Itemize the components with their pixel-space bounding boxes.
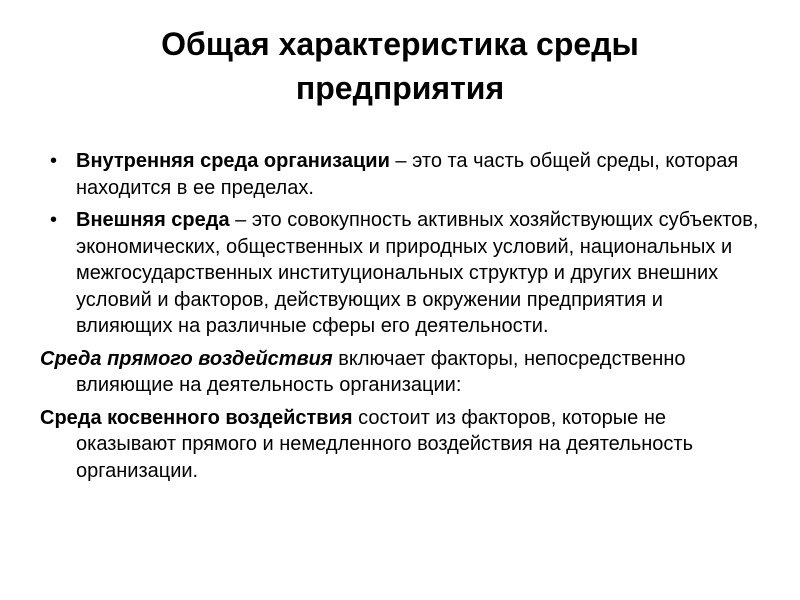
bullet-term: Внешняя среда <box>76 209 230 231</box>
bullet-internal-environment <box>40 148 760 201</box>
slide-body <box>40 148 760 490</box>
paragraph-direct-impact <box>40 346 760 399</box>
paragraph-text: включает факторы, непосредственно влияющие на деятельность организации: <box>76 347 686 396</box>
paragraph-term: Среда прямого воздействия <box>40 347 333 370</box>
bullet-external-environment <box>40 207 760 340</box>
bullet-text: – это совокупность активных хозяйствующих субъектов, экономических, общественных и природных условий, национальных и межгосударственных институциональных структур и других внешних условий и факторов, действующих в окружении предприятия и влияющих на различные сферы его деятельности. <box>76 209 759 337</box>
slide-title <box>60 22 740 110</box>
paragraph-indirect-impact <box>40 405 760 485</box>
bullet-dot: • <box>50 209 58 231</box>
slide-title-line-2: предприятия <box>295 70 505 106</box>
paragraph-term: Среда косвенного воздействия <box>40 406 353 429</box>
bullet-term: Внутренняя среда организации <box>76 150 390 172</box>
slide-title-line-1: Общая характеристика среды <box>161 26 639 62</box>
paragraph-text: состоит из факторов, которые не оказывают прямого и немедленного воздействия на деятельность организации. <box>76 406 693 482</box>
bullet-dot: • <box>50 150 58 172</box>
bullet-text: – это та часть общей среды, которая находится в ее пределах. <box>76 150 739 199</box>
